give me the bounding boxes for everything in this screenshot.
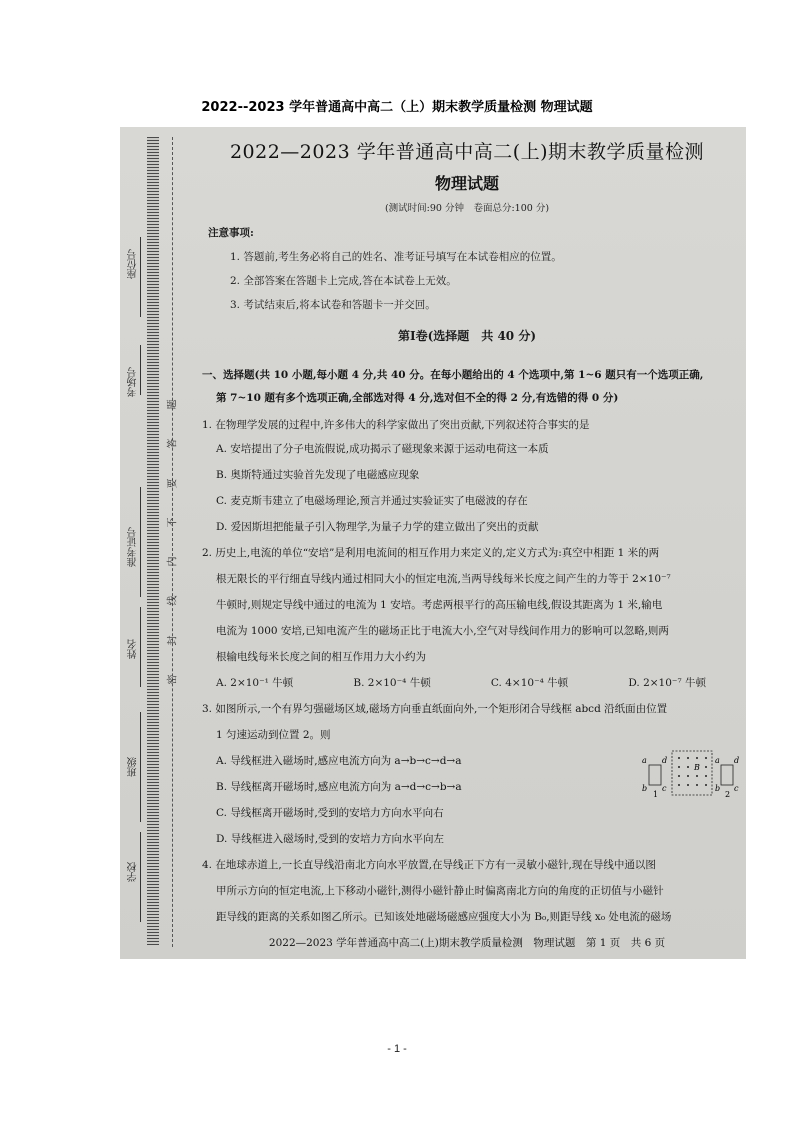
seat-label: 座位号 (128, 249, 139, 279)
scanned-exam-page (120, 127, 746, 959)
exam-time-info: (测试时间:90 分钟 卷面总分:100 分) (384, 203, 550, 214)
q2-option: B. 2×10⁻⁴ 牛顿 (353, 677, 431, 689)
instruction-line: 第 7~10 题有多个选项正确,全部选对得 4 分,选对但不全的得 2 分,有选错的得 0 分) (216, 392, 619, 404)
frame-position-2 (721, 765, 733, 785)
q2-option: D. 2×10⁻⁷ 牛顿 (628, 677, 706, 689)
note-item: 2. 全部答案在答题卡上完成,答在本试卷上无效。 (230, 275, 457, 287)
q3-option: D. 导线框进入磁场时,受到的安培力方向水平向左 (216, 833, 445, 845)
q3-line: 1 匀速运动到位置 2。则 (216, 729, 331, 741)
fig-label-b: b (642, 784, 648, 793)
frame-position-1 (649, 765, 661, 785)
binding-strip (120, 127, 180, 959)
seal-char: 不 (167, 517, 179, 528)
q2-line: 根无限长的平行细直导线内通过相同大小的恒定电流,当两导线每米长度之间产生的力等于 2×10⁻⁷ (216, 573, 671, 585)
q3-line: 3. 如图所示,一个有界匀强磁场区域,磁场方向垂直纸面向外,一个矩形闭合导线框 abcd 沿纸面由位置 (202, 703, 668, 715)
q2-option: A. 2×10⁻¹ 牛顿 (216, 677, 294, 689)
note-item: 3. 考试结束后,将本试卷和答题卡一并交回。 (230, 299, 436, 311)
fig-label-d2: d (734, 756, 740, 765)
q3-option: B. 导线框离开磁场时,感应电流方向为 a→d→c→b→a (216, 781, 462, 793)
q2-line: 2. 历史上,电流的单位“安培”是利用电流间的相互作用力来定义的,定义方式为:真空中相距 1 米的两 (202, 547, 660, 559)
q4-line: 4. 在地球赤道上,一长直导线沿南北方向水平放置,在导线正下方有一灵敏小磁针,现在导线中通以图 (202, 859, 656, 871)
seal-warning (164, 397, 178, 687)
fig-label-c2: c (734, 784, 739, 793)
note-item: 1. 答题前,考生务必将自己的姓名、准考证号填写在本试卷相应的位置。 (230, 251, 562, 263)
q2-options (216, 675, 706, 690)
exam-id-label: 准考证号 (128, 527, 139, 567)
fig-label-c: c (662, 784, 667, 793)
document-header: 2022--2023 学年普通高中高二（上）期末教学质量检测 物理试题 (201, 100, 593, 115)
fig-pos2-label: 2 (725, 790, 731, 799)
q4-line: 甲所示方向的恒定电流,上下移动小磁针,测得小磁针静止时偏离南北方向的角度的正切值与小磁针 (216, 885, 664, 897)
page-footer: 2022—2023 学年普通高中高二(上)期末教学质量检测 物理试题 第 1 页 共 6 页 (268, 937, 666, 949)
field-dots (678, 757, 707, 786)
fig-label-b2: b (715, 784, 721, 793)
q4-line: 距导线的距离的关系如图乙所示。已知该处地磁场磁感应强度大小为 B₀,则距导线 x₀ 处电流的磁场 (216, 911, 672, 923)
exam-subject: 物理试题 (434, 174, 499, 193)
fig-label-a: a (642, 756, 647, 765)
q1-option: C. 麦克斯韦建立了电磁场理论,预言并通过实验证实了电磁波的存在 (216, 495, 528, 507)
name-label: 姓名 (128, 639, 139, 659)
exam-room-label: 考场号 (128, 367, 139, 397)
fig-label-a2: a (715, 756, 720, 765)
q1-stem: 1. 在物理学发展的过程中,许多伟大的科学家做出了突出贡献,下列叙述符合事实的是 (202, 419, 590, 431)
instruction-line: 一、选择题(共 10 小题,每小题 4 分,共 40 分。在每小题给出的 4 个选项中,第 1~6 题只有一个选项正确, (202, 369, 704, 381)
q3-option: A. 导线框进入磁场时,感应电流方向为 a→b→c→d→a (216, 755, 462, 767)
binding-stripe (147, 137, 159, 945)
exam-title: 2022—2023 学年普通高中高二(上)期末教学质量检测 (229, 141, 705, 163)
section-heading: 第Ⅰ卷(选择题 共 40 分) (397, 329, 537, 343)
seal-char: 要 (167, 478, 179, 489)
q2-line: 牛顿时,则规定导线中通过的电流为 1 安培。考虑两根平行的高压输电线,假设其距离为 1 米,输电 (216, 599, 663, 611)
q1-option: D. 爱因斯坦把能量子引入物理学,为量子力学的建立做出了突出的贡献 (216, 521, 539, 533)
seal-char: 封 (167, 635, 179, 646)
q1-option: B. 奥斯特通过实验首先发现了电磁感应现象 (216, 469, 420, 481)
q3-figure (642, 747, 742, 803)
class-label: 班级 (128, 757, 139, 777)
seal-char: 答 (167, 438, 179, 449)
q2-option: C. 4×10⁻⁴ 牛顿 (490, 677, 569, 689)
seal-char: 密 (167, 674, 179, 685)
q3-option: C. 导线框离开磁场时,受到的安培力方向水平向右 (216, 807, 444, 819)
q2-line: 电流为 1000 安培,已知电流产生的磁场正比于电流大小,空气对导线间作用力的影响可以忽略,则两 (216, 625, 669, 637)
page-number: - 1 - (387, 1043, 407, 1055)
q2-line: 根输电线每米长度之间的相互作用力大小约为 (216, 651, 426, 663)
fig-pos1-label: 1 (653, 790, 659, 799)
seal-char: 内 (167, 556, 179, 567)
seal-char: 线 (167, 595, 179, 606)
fig-field-label: B (694, 763, 700, 772)
q1-option: A. 安培提出了分子电流假说,成功揭示了磁现象来源于运动电荷这一本质 (216, 443, 549, 455)
fig-label-d: d (662, 756, 668, 765)
seal-char: 题 (167, 399, 179, 410)
notes-title: 注意事项: (208, 227, 254, 239)
school-label: 学校 (128, 862, 139, 882)
